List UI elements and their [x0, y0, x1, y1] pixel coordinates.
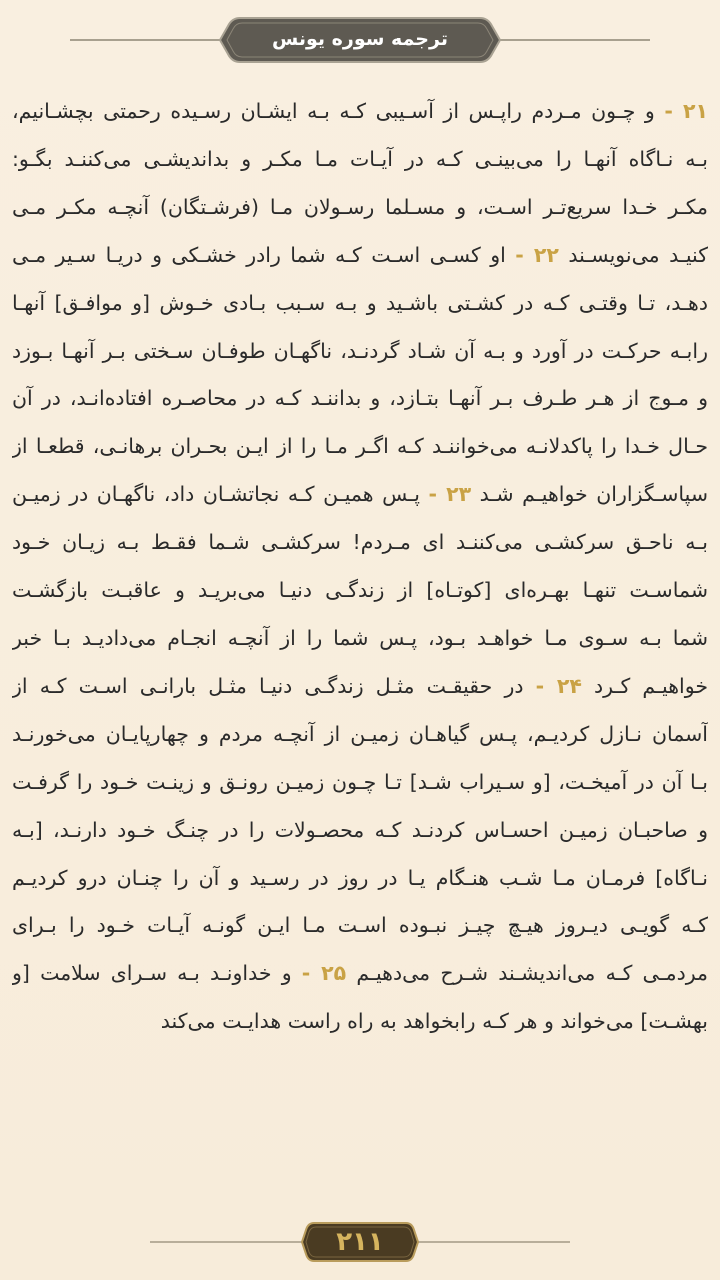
text-segment: آسمان نـازل کردیـم، پـس گیاهـان زمیـن از آنچـه مردم و چهارپایـان می‌خورنـد: [12, 721, 708, 746]
text-segment: و صاحبـان زمیـن احسـاس کردنـد کـه محصـولات را در چنـگ خـود دارنـد، [بـه: [12, 817, 708, 842]
text-segment: و مـوج از هـر طـرف بـر آنهـا بتـازد، و بداننـد کـه در محاصـره افتاده‌انـد، در آن: [12, 386, 708, 411]
text-line: [12, 759, 708, 807]
text-line: [12, 902, 708, 950]
title-divider-right: [495, 39, 650, 41]
text-line: [12, 950, 708, 998]
text-segment: بـه نـاگاه آنهـا را می‌بینـی کـه در آیـات مـا مکـر و بداندیشـی می‌کننـد بگـو:: [12, 146, 708, 171]
text-line: [12, 998, 708, 1046]
text-segment: و چـون مـردم راپـس از آسـیبی کـه بـه ایشـان رسـیده رحمتی بچشـانیم،: [12, 99, 665, 123]
text-line: [12, 567, 708, 615]
text-line: [12, 136, 708, 184]
text-segment: کنیـد می‌نویسـند: [558, 242, 708, 267]
verse-number: ۲۲ -: [515, 242, 559, 267]
text-line: [12, 471, 708, 519]
page-title: ترجمه سوره یونس: [272, 28, 448, 50]
text-segment: سپاسـگزاران خواهیـم شـد: [471, 482, 708, 507]
text-segment: در حقیقـت مثـل زندگـی دنیـا مثـل بارانـی اسـت کـه از: [12, 673, 536, 698]
title-banner: [0, 14, 720, 66]
text-segment: مردمـی کـه می‌اندیشـند شـرح می‌دهیـم: [346, 961, 708, 986]
text-segment: کـه گویـی دیـروز هیـچ چیـز نبـوده اسـت مـا ایـن گونـه آیـات خـود را بـرای: [12, 913, 708, 938]
verse-number: ۲۳ -: [428, 482, 472, 507]
text-segment: دهـد، تـا وقتـی کـه در کشـتی باشـید و بـه سـبب بـادی خـوش [و موافـق] آنهـا: [12, 290, 708, 315]
text-line: [12, 328, 708, 376]
text-line: [12, 711, 708, 759]
text-segment: خواهیـم کـرد: [581, 673, 708, 698]
text-segment: پـس همیـن کـه نجاتشـان داد، ناگهـان در زمیـن: [12, 482, 429, 507]
verse-number: ۲۵ -: [301, 961, 347, 986]
text-line: [12, 519, 708, 567]
text-segment: حـال خـدا را پاکدلانـه می‌خواننـد کـه اگـر مـا را از ایـن بحـران برهانـی، قطعـا از: [12, 434, 708, 459]
text-line: [12, 88, 708, 136]
text-line: [12, 855, 708, 903]
text-segment: بـا آن در آمیخـت، [و سـیراب شـد] تـا چـون زمیـن رونـق و زینـت خـود را گرفـت: [12, 769, 708, 794]
text-line: [12, 232, 708, 280]
text-segment: شماسـت تنهـا بهـره‌ای [کوتـاه] از زندگـی دنیـا می‌بریـد و عاقبـت بازگشـت: [12, 578, 708, 603]
text-line: [12, 280, 708, 328]
translation-text: [12, 88, 708, 1046]
text-line: [12, 375, 708, 423]
page-number: ۲۱۱: [336, 1227, 384, 1257]
text-line: [12, 184, 708, 232]
footer-divider-right: [400, 1241, 570, 1243]
text-segment: رابـه حرکـت در آورد و بـه آن شـاد گردنـد، ناگهـان طوفـان سـختی بـر آنهـا بـوزد: [12, 338, 708, 363]
text-segment: نـاگاه] فرمـان مـا شـب هنـگام یـا در روز در رسـید و آن را چنـان درو کردیـم: [12, 865, 708, 890]
title-divider-left: [70, 39, 225, 41]
text-segment: او کسـی اسـت کـه شما رادر خشـکی و دریـا سـیر مـی: [12, 242, 516, 267]
verse-number: ۲۱ -: [664, 99, 708, 123]
text-segment: بـه ناحـق سرکشـی می‌کننـد ای مـردم! سرکشـی شـما فقـط بـه زیـان خـود: [12, 530, 708, 555]
text-segment: مکـر خـدا سریع‌تـر اسـت، و مسـلما رسـولان مـا (فرشـتگان) آنچـه مکـر مـی: [12, 194, 708, 219]
page-footer: [0, 1220, 720, 1264]
text-line: [12, 615, 708, 663]
text-segment: بهشـت] می‌خواند و هر کـه رابخواهد به راه راست هدایـت می‌کند: [160, 1009, 708, 1034]
verse-number: ۲۴ -: [535, 673, 582, 698]
text-line: [12, 663, 708, 711]
text-segment: شما بـه سـوی مـا خواهـد بـود، پـس شما را از آنچـه انجـام می‌دادیـد بـا خبر: [12, 625, 708, 650]
text-line: [12, 807, 708, 855]
text-segment: و خداونـد بـه سـرای سلامت [و: [12, 961, 302, 986]
footer-divider-left: [150, 1241, 320, 1243]
text-line: [12, 423, 708, 471]
